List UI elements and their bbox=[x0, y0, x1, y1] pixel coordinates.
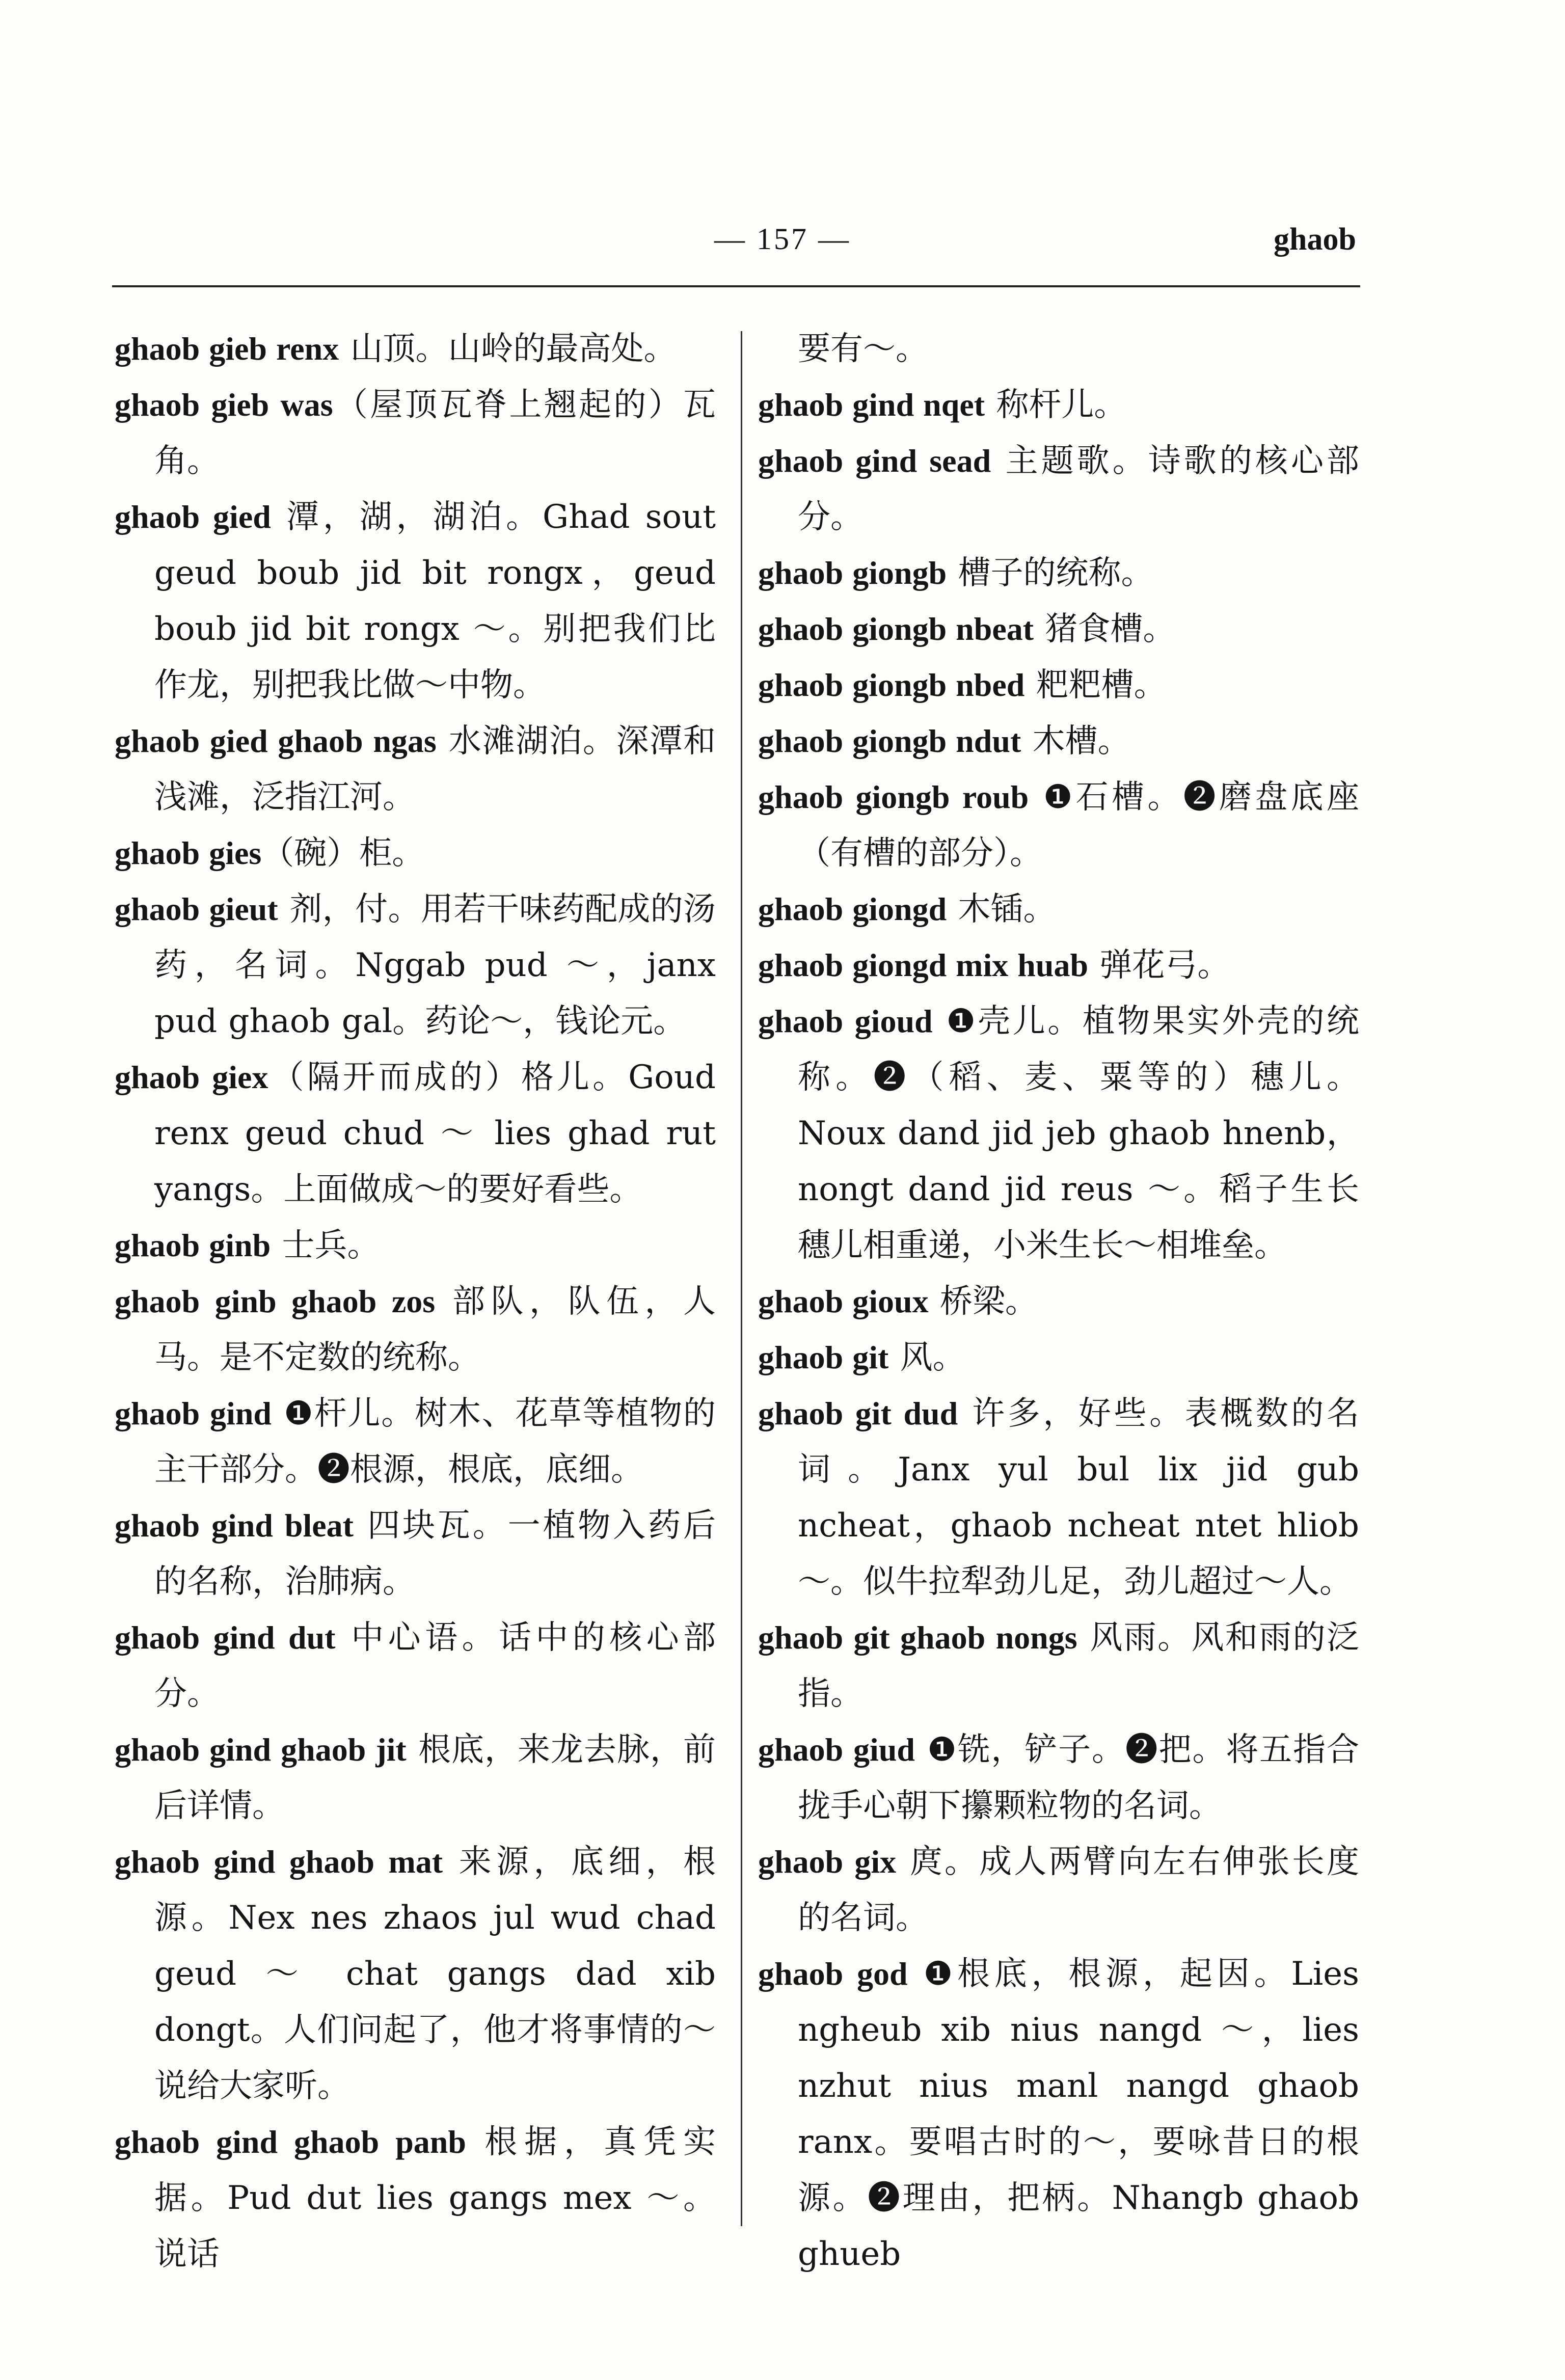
entry-headword: ghaob giex bbox=[115, 1059, 268, 1095]
dictionary-entry bbox=[758, 657, 1359, 713]
entry-definition: 剂，付。用若干味药配成的汤药，名词。Nggab pud ～，janx pud ghaob gal。药论～，钱论元。 bbox=[154, 890, 716, 1040]
column-divider bbox=[741, 331, 742, 2226]
entry-definition: 中心语。话中的核心部分。 bbox=[154, 1619, 716, 1713]
entry-headword: ghaob ginb bbox=[115, 1227, 271, 1263]
dictionary-entry bbox=[115, 1834, 716, 2114]
entry-headword: ghaob giongd mix huab bbox=[758, 947, 1089, 983]
page-number: — 157 — bbox=[714, 222, 851, 256]
entry-headword: ghaob giud bbox=[758, 1732, 915, 1768]
header-rule bbox=[112, 285, 1360, 287]
dictionary-entry bbox=[115, 1722, 716, 1834]
entry-definition: ❶壳儿。植物果实外壳的统称。❷（稻、麦、粟等的）穗儿。Noux dand jid jeb ghaob hnenb，nongt dand jid reus ～。稻子生长穗儿相重递，小米生长～相堆垒。 bbox=[798, 1003, 1360, 1264]
entry-definition: 来源，底细，根源。Nex nes zhaos jul wud chad geud ～ chat gangs dad xib dongt。人们问起了，他才将事情的～说给大家听。 bbox=[154, 1843, 716, 2105]
entry-headword: ghaob giongd bbox=[758, 891, 947, 927]
entry-definition: 称杆儿。 bbox=[985, 386, 1127, 424]
dictionary-entry bbox=[115, 1610, 716, 1722]
dictionary-entry bbox=[115, 2114, 716, 2282]
entry-headword: ghaob gind bbox=[115, 1395, 272, 1431]
dictionary-entry bbox=[115, 1049, 716, 1218]
dictionary-entry bbox=[758, 1274, 1359, 1330]
entry-definition: 四块瓦。一植物入药后的名称，治肺病。 bbox=[154, 1507, 716, 1601]
entry-definition: 风。 bbox=[888, 1339, 965, 1376]
dictionary-entry bbox=[758, 601, 1359, 657]
entry-definition: 部队，队伍，人马。是不定数的统称。 bbox=[154, 1283, 716, 1376]
entry-headword: ghaob git bbox=[758, 1339, 889, 1375]
entry-headword: ghaob gies bbox=[115, 835, 262, 871]
page-header bbox=[0, 209, 1565, 265]
right-column bbox=[758, 321, 1359, 2282]
dictionary-entry bbox=[758, 769, 1359, 881]
entry-headword: ghaob gioux bbox=[758, 1283, 929, 1319]
dictionary-entry bbox=[758, 1722, 1359, 1834]
entry-headword: ghaob god bbox=[758, 1956, 908, 1992]
entry-headword: ghaob gind dut bbox=[115, 1619, 336, 1656]
dictionary-entry bbox=[115, 489, 716, 713]
entry-headword: ghaob git dud bbox=[758, 1395, 958, 1431]
dictionary-entry bbox=[758, 1834, 1359, 1946]
entry-definition: ❶石槽。❷磨盘底座（有槽的部分）。 bbox=[798, 778, 1360, 872]
entry-definition: 弹花弓。 bbox=[1088, 946, 1230, 984]
entry-headword: ghaob gind ghaob panb bbox=[115, 2124, 466, 2160]
entry-definition: 桥梁。 bbox=[928, 1283, 1038, 1320]
entry-definition: 根据，真凭实据。Pud dut lies gangs mex ～。说话 bbox=[154, 2123, 716, 2273]
dictionary-entry bbox=[115, 1498, 716, 1610]
running-head: ghaob bbox=[1274, 222, 1356, 257]
entry-headword: ghaob gieb was bbox=[115, 387, 333, 423]
entry-headword: ghaob gind ghaob mat bbox=[115, 1844, 443, 1880]
entry-headword: ghaob giongb nbed bbox=[758, 667, 1025, 703]
entry-headword: ghaob gind ghaob jit bbox=[115, 1732, 407, 1768]
dictionary-entry bbox=[115, 713, 716, 825]
entry-definition: 根底，来龙去脉，前后详情。 bbox=[154, 1731, 716, 1825]
entry-definition: 许多，好些。表概数的名词。Janx yul bul lix jid gub ncheat，ghaob ncheat ntet hliob ～。似牛拉犁劲儿足，劲儿超过～人。 bbox=[798, 1395, 1360, 1601]
dictionary-entry bbox=[115, 1274, 716, 1386]
entry-headword: ghaob gind sead bbox=[758, 443, 991, 479]
entry-definition: 猪食槽。 bbox=[1034, 610, 1176, 648]
dictionary-entry bbox=[758, 713, 1359, 769]
entry-headword: ghaob giongb bbox=[758, 555, 947, 591]
dictionary-entry bbox=[115, 1386, 716, 1498]
dictionary-entry bbox=[758, 937, 1359, 993]
left-column bbox=[115, 321, 716, 2282]
entry-definition: （碗）柜。 bbox=[261, 834, 425, 872]
dictionary-entry bbox=[758, 993, 1359, 1274]
entry-definition: 要有～。 bbox=[798, 330, 928, 368]
entry-definition: 主题歌。诗歌的核心部分。 bbox=[798, 442, 1360, 536]
dictionary-entry bbox=[115, 881, 716, 1049]
dictionary-entry bbox=[758, 1330, 1359, 1386]
entry-definition: （屋顶瓦脊上翘起的）瓦角。 bbox=[154, 386, 716, 480]
entry-definition: 槽子的统称。 bbox=[947, 554, 1154, 592]
entry-definition: ❶根底，根源，起因。Lies ngheub xib nius nangd ～，lies nzhut nius manl nangd ghaob ranx。要唱古时的～，要咏昔日的根源。❷理由，把柄。Nhangb ghaob ghueb bbox=[798, 1955, 1360, 2273]
entry-headword: ghaob gieb renx bbox=[115, 331, 339, 367]
dictionary-entry bbox=[115, 1218, 716, 1274]
entry-headword: ghaob giongb roub bbox=[758, 779, 1029, 815]
entry-headword: ghaob gix bbox=[758, 1844, 897, 1880]
entry-definition: 木槽。 bbox=[1021, 722, 1130, 760]
dictionary-entry bbox=[758, 1610, 1359, 1722]
dictionary-entry bbox=[115, 321, 716, 377]
entry-headword: ghaob gied ghaob ngas bbox=[115, 723, 437, 759]
entry-definition: 潭，湖，湖泊。Ghad sout geud boub jid bit rongx，geud boub jid bit rongx ～。别把我们比作龙，别把我比做～中物。 bbox=[154, 498, 716, 704]
entry-definition: ❶杆儿。树木、花草等植物的主干部分。❷根源，根底，底细。 bbox=[154, 1395, 716, 1489]
entry-headword: ghaob giongb nbeat bbox=[758, 611, 1034, 647]
dictionary-entry bbox=[115, 377, 716, 489]
entry-headword: ghaob gind bleat bbox=[115, 1507, 354, 1544]
entry-headword: ghaob giongb ndut bbox=[758, 723, 1021, 759]
entry-headword: ghaob gieut bbox=[115, 891, 278, 927]
dictionary-entry bbox=[758, 1946, 1359, 2282]
dictionary-entry bbox=[758, 377, 1359, 433]
entry-headword: ghaob gind nqet bbox=[758, 387, 985, 423]
entry-headword: ghaob git ghaob nongs bbox=[758, 1619, 1077, 1656]
dictionary-entry bbox=[758, 881, 1359, 937]
entry-definition: 木锸。 bbox=[947, 890, 1056, 928]
entry-definition: 山顶。山岭的最高处。 bbox=[339, 330, 677, 368]
dictionary-entry bbox=[758, 1386, 1359, 1610]
entry-definition: 粑粑槽。 bbox=[1024, 666, 1167, 704]
dictionary-entry bbox=[758, 433, 1359, 545]
entry-headword: ghaob gioud bbox=[758, 1003, 933, 1039]
dictionary-entry bbox=[115, 825, 716, 881]
entry-definition: ❶铣，铲子。❷把。将五指合拢手心朝下攥颗粒物的名词。 bbox=[798, 1731, 1360, 1825]
entry-definition: 士兵。 bbox=[271, 1227, 380, 1264]
entry-headword: ghaob ginb ghaob zos bbox=[115, 1283, 436, 1319]
entry-definition: 风雨。风和雨的泛指。 bbox=[798, 1619, 1360, 1713]
dictionary-entry-continuation bbox=[758, 321, 1359, 377]
entry-headword: ghaob gied bbox=[115, 499, 271, 535]
dictionary-entry bbox=[758, 545, 1359, 601]
entry-definition: 水滩湖泊。深潭和浅滩，泛指江河。 bbox=[154, 722, 716, 816]
entry-definition: （隔开而成的）格儿。Goud renx geud chud ～ lies ghad rut yangs。上面做成～的要好看些。 bbox=[154, 1059, 716, 1208]
entry-definition: 庹。成人两臂向左右伸张长度的名词。 bbox=[798, 1843, 1360, 1937]
